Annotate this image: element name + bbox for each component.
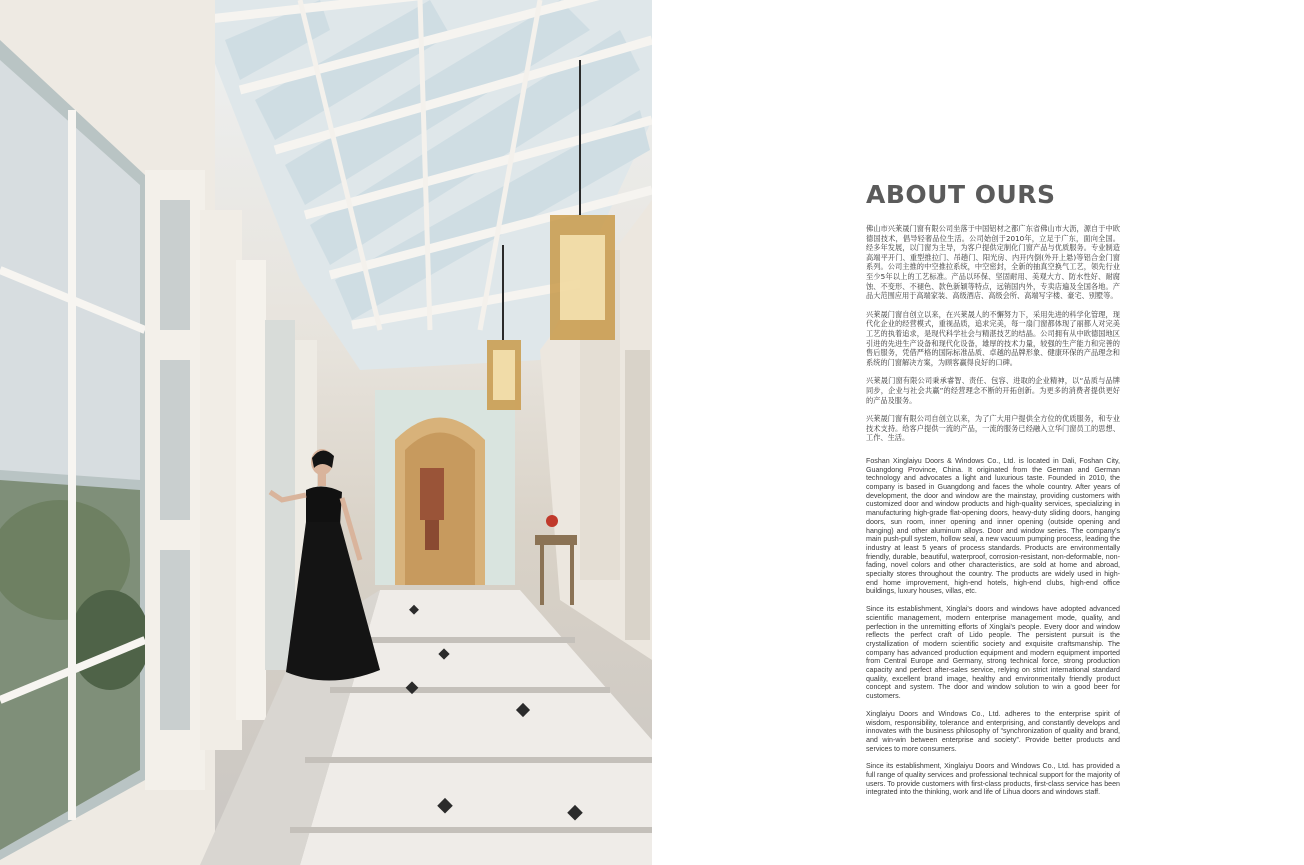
cn-paragraph: 佛山市兴莱晟门窗有限公司坐落于中国铝材之都广东省佛山市大沥，源自于中欧德国技术，倡导轻奢品位生活。公司始创于2010年，立足于广东，面向全国。经多年发展，以门窗为主导，为客户提供定制化门窗产品与优质服务。专业制造高端平开门、重型推拉门、吊趟门、阳光房、内开内倒(外开上悬)等铝合金门窗系列。公司主推的中空推拉系统，中空密封，全新的抽真空换气工艺，领先行业至少5年以上的工艺标准。产品以环保、坚固耐用、美观大方、防水性好、耐腐蚀、不变形、不褪色、款色新颖等特点，远销国内外，专卖店遍及全国各地。产品大范围应用于高端家装、高级酒店、高级会所、高端写字楼、豪宅、别墅等。 [866,224,1120,301]
en-paragraph: Foshan Xinglaiyu Doors & Windows Co., Ltd. is located in Dali, Foshan City, Guangdong Province, China. It originated from the German and German technology and advocates a light and luxurious taste. Founded in 2010, the company is based in Guangdong and faces the whole country. After years of development, the door and window are the mainstay, providing customers with customized door and window products and high-quality services, specializing in manufacturing high-grade flat-opening doors, heavy-duty sliding doors, hanging doors, sun room, inner opening and inner opening (outside opening and hanging) and other aluminum alloys. Door and window series. The company's main push-pull system, hollow seal, a new vacuum pumping process, leading the industry at least 5 years of process standards. Products are environmentally friendly, durable, beautiful, waterproof, corrosion-resistant, non-deformable, non-fading, novel colors and other characteristics, are sold at home and abroad, specialty stores throughout the country. The products are widely used in high-end home improvement, high-end hotels, high-end clubs, high-end office buildings, luxury houses, villas, etc. [866,456,1120,596]
en-paragraph: Since its establishment, Xinglaiyu Doors and Windows Co., Ltd. has provided a full range of quality services and professional technical support for the majority of users. To provide customers with first-class products, first-class service has been integrated into the thinking, work and life of Lihua doors and windows staff. [866,762,1120,797]
chinese-body [866,224,1120,443]
about-section [866,178,1120,806]
cn-paragraph: 兴莱晟门窗有限公司自创立以来，为了广大用户提供全方位的优质服务，和专业技术支持。给客户提供一流的产品，一流的服务已经融入立华门窗员工的思想、工作、生活。 [866,414,1120,443]
en-paragraph: Xinglaiyu Doors and Windows Co., Ltd. adheres to the enterprise spirit of wisdom, responsibility, tolerance and enterprising, and constantly develops and innovates with the business philosophy of “synchronization of quality and brand, and win-win between enterprise and society”. Provide better products and services to more consumers. [866,709,1120,753]
english-body [866,457,1120,797]
cn-paragraph: 兴莱晟门窗有限公司秉承睿智、责任、包容、进取的企业精神，以“品质与品牌同步，企业与社会共赢”的经营理念不断的开拓创新。为更多的消费者提供更好的产品及服务。 [866,376,1120,405]
page-title: ABOUT OURS [866,180,1056,209]
cn-paragraph: 兴莱晟门窗自创立以来，在兴莱晟人的不懈努力下，采用先进的科学化管理，现代化企业的经营模式，重视品质，追求完美，每一扇门窗都体现了丽都人对完美工艺的执着追求，是现代科学社会与精湛技艺的结晶。公司拥有从中欧德国地区引进的先进生产设备和现代化设备，雄厚的技术力量，较强的生产能力和完善的售后服务，凭借严格的国际标准品质、卓越的品牌形象、健康环保的产品理念和系统的门窗解决方案，为顾客赢得良好的口碑。 [866,309,1120,367]
en-paragraph: Since its establishment, Xinglai's doors and windows have adopted advanced scientific management, modern enterprise management mode, quality, and perfection in the unremitting efforts of Xinglai's people. Every door and window reflects the perfect craft of Lido people. The persistent pursuit is the crystallization of modern scientific society and exquisite craftsmanship. The company has advanced production equipment and modern equipment imported from Central Europe and Germany, strong technical force, strong production capacity and perfect after-sales service, relying on strict international standard quality, excellent brand image, healthy and environmentally friendly product concept and system. The door and window solution to win a good beer for customers. [866,605,1120,701]
